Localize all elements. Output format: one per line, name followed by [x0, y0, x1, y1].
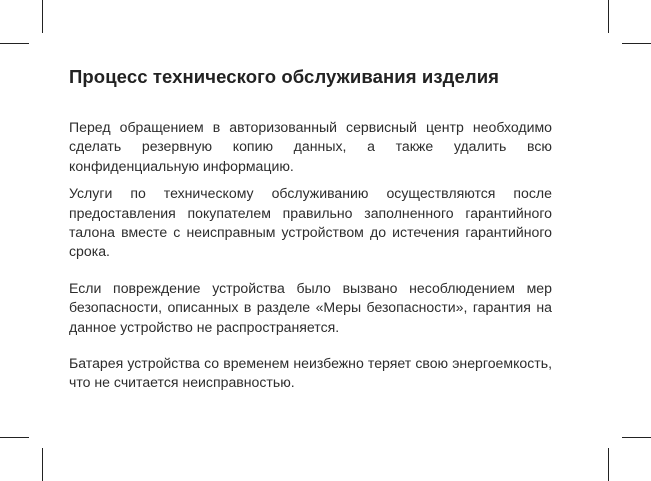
crop-mark-bottom-right-vertical	[608, 448, 609, 481]
paragraph-backup-notice: Перед обращением в авторизованный сервисный центр необходимо сделать резервную копию данных, а также удалить всю конфиденциальную информацию.	[69, 119, 552, 174]
crop-mark-bottom-right-horizontal	[622, 437, 651, 438]
crop-mark-bottom-left-horizontal	[0, 437, 29, 438]
page-title: Процесс технического обслуживания изделия	[69, 66, 500, 87]
paragraph-battery-capacity: Батарея устройства со временем неизбежно теряет свою энергоемкость, что не считается неисправностью.	[69, 355, 552, 391]
paragraph-service-conditions: Услуги по техническому обслуживанию осуществляются после предоставления покупателем правильно заполненного гарантийного талона вместе с неисправным устройством до истечения гарантийного срока.	[69, 185, 552, 260]
page-content	[69, 66, 552, 393]
crop-mark-top-right-vertical	[608, 0, 609, 33]
paragraph-warranty-exclusion: Если повреждение устройства было вызвано несоблюдением мер безопасности, описанных в разделе «Меры безопасности», гарантия на данное устройство не распространяется.	[69, 279, 552, 335]
crop-mark-top-left-vertical	[42, 0, 43, 33]
crop-mark-bottom-left-vertical	[42, 448, 43, 481]
crop-mark-top-right-horizontal	[622, 43, 651, 44]
crop-mark-top-left-horizontal	[0, 43, 29, 44]
